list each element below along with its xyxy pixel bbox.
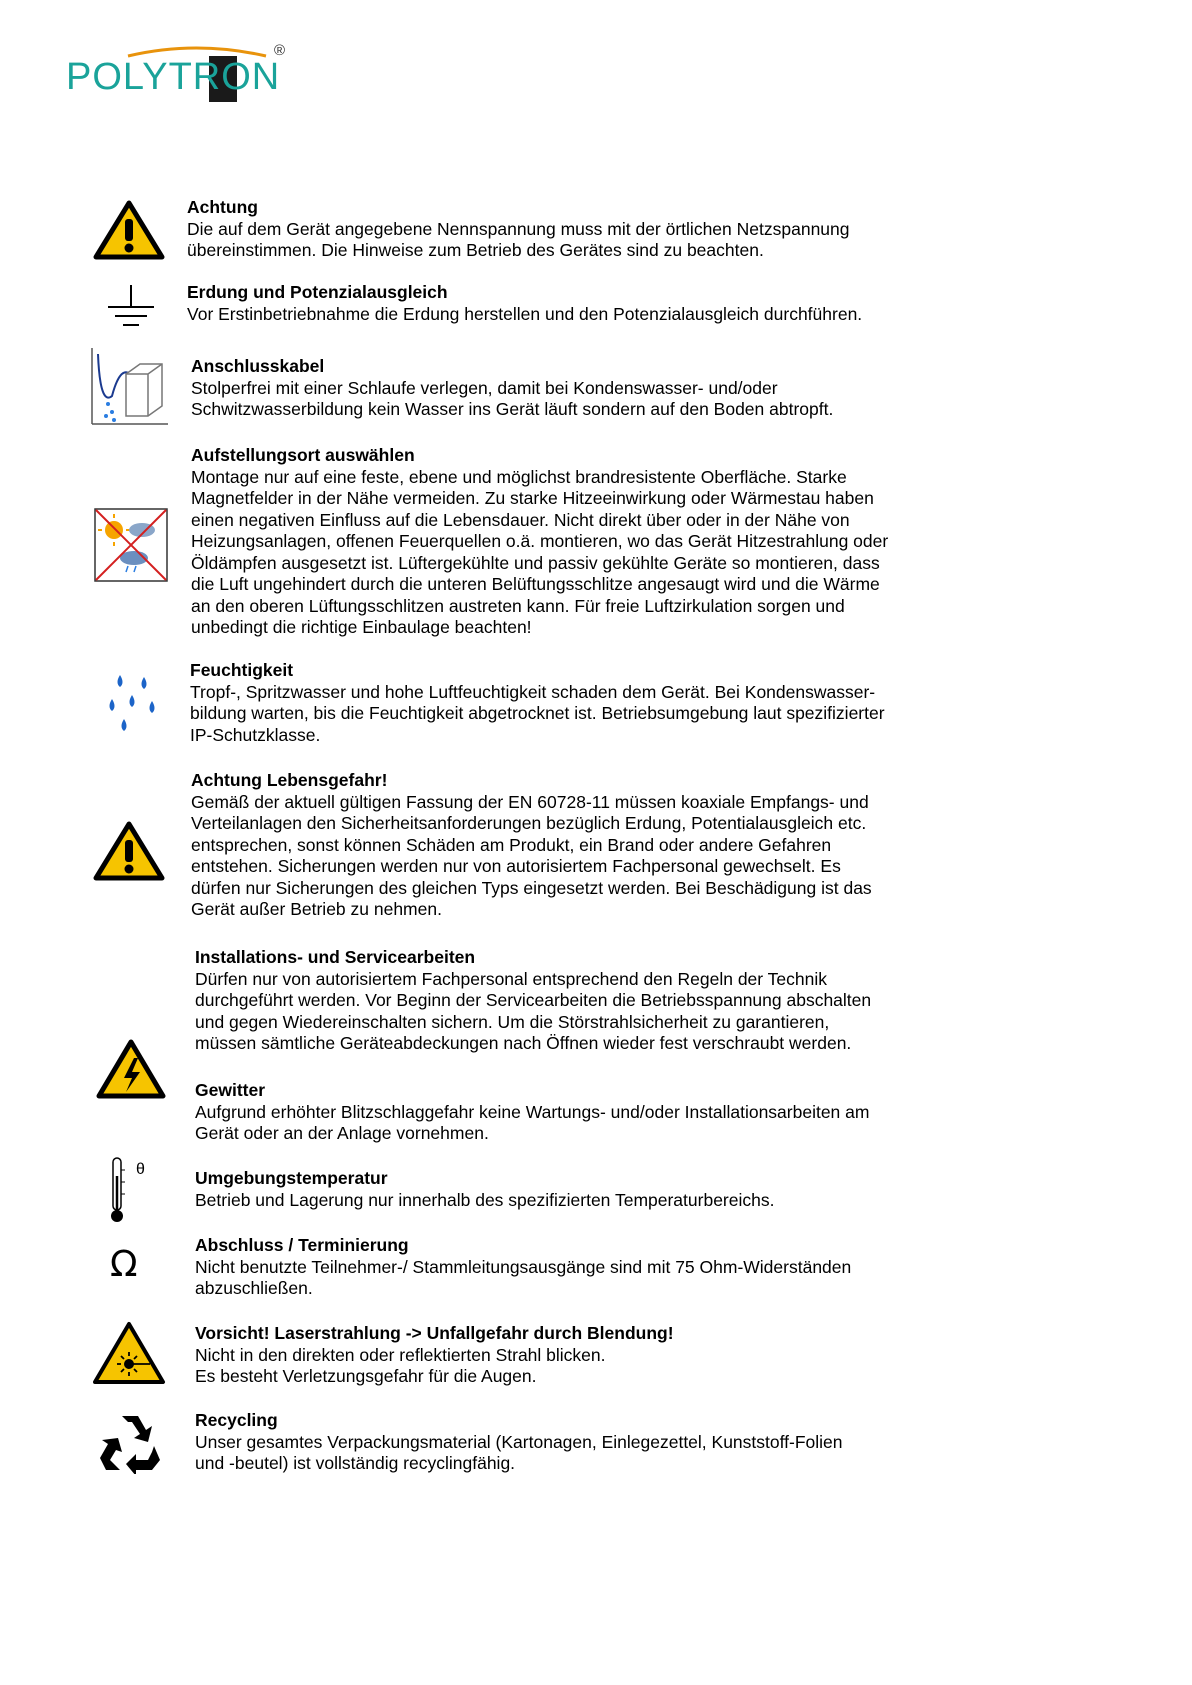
section-title: Achtung Lebensgefahr! <box>191 770 388 790</box>
section-title: Vorsicht! Laserstrahlung -> Unfallgefahr durch Blendung! <box>195 1323 674 1343</box>
laser-warning-icon <box>92 1320 166 1386</box>
section-text: Vor Erstinbetriebnahme die Erdung herstellen und den Potenzialausgleich durchführen. <box>187 303 863 324</box>
section-title: Recycling <box>195 1410 278 1430</box>
ground-symbol-icon <box>106 283 156 329</box>
registered-mark: ® <box>274 42 286 59</box>
high-voltage-triangle-icon <box>96 1038 166 1100</box>
section-text: Nicht benutzte Teilnehmer-/ Stammleitungsausgänge sind mit 75 Ohm-Widerständen abzuschließen. <box>195 1256 852 1298</box>
section-title: Gewitter <box>195 1080 266 1100</box>
section-title: Installations- und Servicearbeiten <box>195 947 476 967</box>
section-text: Stolperfrei mit einer Schlaufe verlegen, damit bei Kondenswasser- und/oder Schwitzwasserbildung kein Wasser ins Gerät läuft sondern auf den Boden abtropft. <box>191 377 834 419</box>
section-text: Gemäß der aktuell gültigen Fassung der EN 60728-11 müssen koaxiale Empfangs- und Verteilanlagen den Sicherheitsanforderungen bezüglich Erdung, Potentialausgleich etc. entsprechen, sonst können Schäden am Produkt, ein Brand oder andere Gefahren entstehen. Sicherungen werden nur von autorisiertem Fachpersonal gewechselt. Es dürfen nur Sicherungen des gleichen Typs eingesetzt werden. Bei Beschädigung ist das Gerät außer Betrieb zu nehmen. <box>191 791 872 919</box>
water-drops-icon <box>104 673 160 737</box>
recycling-icon <box>98 1412 162 1474</box>
thermometer-icon <box>108 1156 152 1224</box>
logo-text: POLYTRON <box>66 56 281 98</box>
section-text: Dürfen nur von autorisiertem Fachpersonal entsprechend den Regeln der Technik durchgeführt werden. Vor Beginn der Servicearbeiten die Betriebsspannung abschalten und gegen Wiedereinschalten sichern. Um die Störstrahlsicherheit zu garantieren, müssen sämtliche Geräteabdeckungen nach Öffnen wieder fest verschraubt werden. <box>195 968 872 1053</box>
section-text: Die auf dem Gerät angegebene Nennspannung muss mit der örtlichen Netzspannung übereinstimmen. Die Hinweise zum Betrieb des Gerätes sind zu beachten. <box>187 218 850 260</box>
section-text: Unser gesamtes Verpackungsmaterial (Kartonagen, Einlegezettel, Kunststoff-Folien und -beutel) ist vollständig recyclingfähig. <box>195 1431 843 1473</box>
section-text: Betrieb und Lagerung nur innerhalb des spezifizierten Temperaturbereichs. <box>195 1189 775 1210</box>
warning-triangle-icon <box>93 820 165 882</box>
thermometer-icon-label: θ <box>136 1161 145 1178</box>
section-text: Montage nur auf eine feste, ebene und möglichst brandresistente Oberfläche. Starke Magnetfelder in der Nähe vermeiden. Zu starke Hitzeeinwirkung oder Wärmestau haben einen negativen Einfluss auf die Lebensdauer. Nicht direkt über oder in der Nähe von Heizungsanlagen, offenen Feuerquellen o.ä. montieren, wo das Gerät Hitzestrahlung oder Öldämpfen ausgesetzt ist. Lüftergekühlte und passiv gekühlte Geräte so montieren, dass die Luft ungehindert durch die unteren Belüftungsschlitze angesaugt wird und die Wärme an den oberen Lüftungsschlitzen austreten kann. Für freie Luftzirkulation sorgen und unbedingt die richtige Einbaulage beachten! <box>191 466 889 637</box>
section-title: Feuchtigkeit <box>190 660 294 680</box>
section-text: Tropf-, Spritzwasser und hohe Luftfeuchtigkeit schaden dem Gerät. Bei Kondenswasser- bildung warten, bis die Feuchtigkeit abgetrocknet ist. Betriebsumgebung laut spezifizierter IP-Schutzklasse. <box>190 681 885 745</box>
section-title: Anschlusskabel <box>191 356 325 376</box>
omega-icon: Ω <box>110 1244 138 1285</box>
section-title: Umgebungstemperatur <box>195 1168 388 1188</box>
polytron-logo <box>66 42 296 108</box>
section-text: Aufgrund erhöhter Blitzschlaggefahr keine Wartungs- und/oder Installationsarbeiten am Gerät oder an der Anlage vornehmen. <box>195 1101 870 1143</box>
section-text: Nicht in den direkten oder reflektierten Strahl blicken. Es besteht Verletzungsgefahr für die Augen. <box>195 1344 606 1386</box>
cable-loop-icon <box>90 346 170 426</box>
section-title: Erdung und Potenzialausgleich <box>187 282 448 302</box>
section-title: Abschluss / Terminierung <box>195 1235 409 1255</box>
section-title: Achtung <box>187 197 258 217</box>
no-weather-exposure-icon <box>94 508 168 582</box>
warning-triangle-icon <box>93 199 165 261</box>
section-title: Aufstellungsort auswählen <box>191 445 415 465</box>
